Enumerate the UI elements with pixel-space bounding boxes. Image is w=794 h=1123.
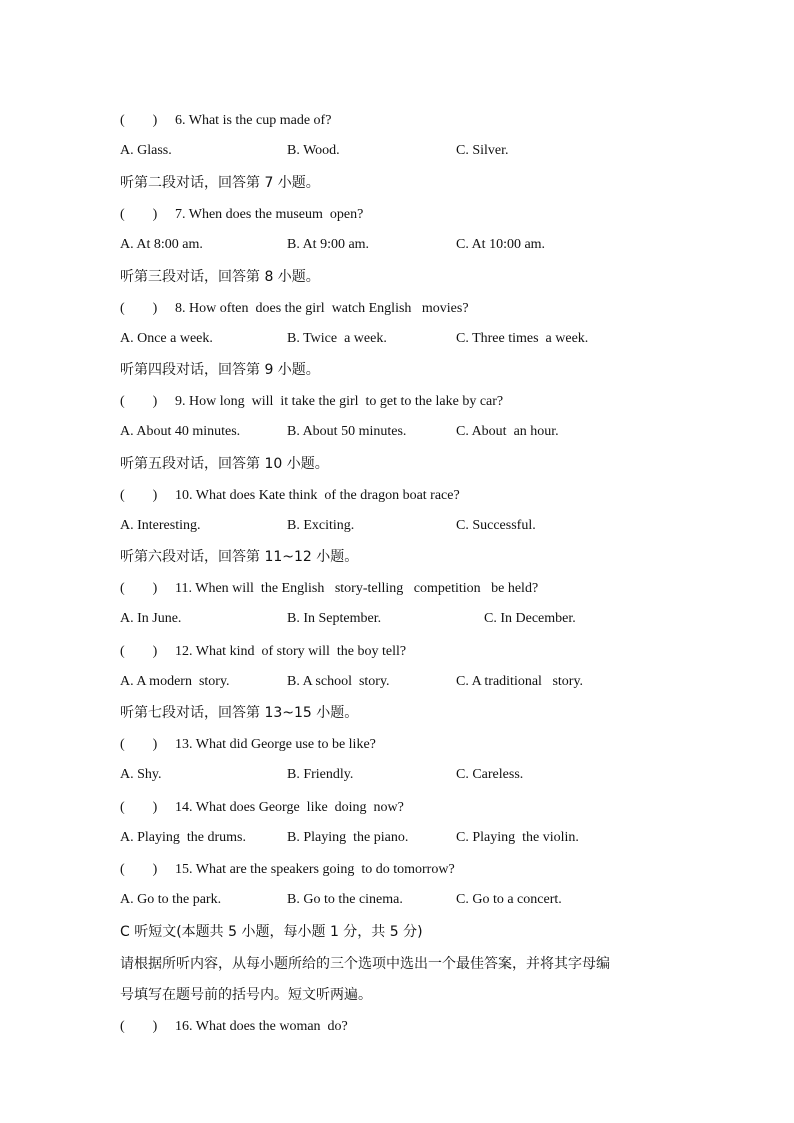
question-line [120,736,376,754]
answer-bracket: ( ) [120,1019,158,1034]
question-line [120,799,404,817]
question-line [120,112,331,130]
answer-bracket: ( ) [120,488,158,503]
answer-option: B. Friendly. [287,767,354,782]
answer-bracket: ( ) [120,394,158,409]
question-text: 10. What does Kate think of the dragon boat race? [175,488,460,503]
section-instruction: 听第五段对话，回答第 10 小题。 [120,456,329,472]
question-line [120,580,538,598]
answer-option: B. Exciting. [287,518,355,533]
answer-option: C. About an hour. [456,424,559,439]
answer-option: C. Careless. [456,767,524,782]
answer-option: C. Successful. [456,518,536,533]
answer-option: B. In September. [287,611,382,626]
answer-option: B. About 50 minutes. [287,424,407,439]
answer-option: B. Playing the piano. [287,830,409,845]
question-text: 16. What does the woman do? [175,1019,348,1034]
answer-option: A. About 40 minutes. [120,424,241,439]
question-text: 11. When will the English story-telling competition be held? [175,581,539,596]
question-text: 6. What is the cup made of? [175,113,332,128]
question-line [120,393,503,411]
answer-option: C. Playing the violin. [456,830,579,845]
question-text: 13. What did George use to be like? [175,737,376,752]
answer-option: B. Wood. [287,143,340,158]
question-line [120,300,469,318]
question-line [120,487,460,505]
question-line [120,643,406,661]
answer-option: A. Playing the drums. [120,830,246,845]
question-line [120,1018,348,1036]
question-text: 15. What are the speakers going to do tomorrow? [175,862,455,877]
answer-option: C. Go to a concert. [456,892,562,907]
question-text: 12. What kind of story will the boy tell? [175,644,407,659]
answer-option: B. At 9:00 am. [287,237,370,252]
section-instruction: 听第三段对话，回答第 8 小题。 [120,269,320,285]
question-text: 9. How long will it take the girl to get to the lake by car? [175,394,504,409]
section-instruction: 请根据所听内容，从每小题所给的三个选项中选出一个最佳答案，并将其字母编 [120,956,610,972]
answer-bracket: ( ) [120,862,158,877]
section-instruction: 号填写在题号前的括号内。短文听两遍。 [120,987,372,1003]
answer-option: B. A school story. [287,674,390,689]
answer-option: A. Shy. [120,767,162,782]
answer-option: A. Once a week. [120,331,213,346]
question-line [120,861,455,879]
answer-option: C. Three times a week. [456,331,589,346]
answer-option: A. In June. [120,611,182,626]
answer-option: B. Go to the cinema. [287,892,403,907]
answer-option: C. A traditional story. [456,674,584,689]
answer-bracket: ( ) [120,113,158,128]
answer-option: C. Silver. [456,143,509,158]
answer-option: C. At 10:00 am. [456,237,546,252]
answer-bracket: ( ) [120,737,158,752]
section-instruction: 听第四段对话，回答第 9 小题。 [120,362,320,378]
answer-bracket: ( ) [120,207,158,222]
answer-bracket: ( ) [120,800,158,815]
question-line [120,206,363,224]
section-instruction: C 听短文(本题共 5 小题，每小题 1 分，共 5 分) [120,924,423,940]
answer-bracket: ( ) [120,301,158,316]
answer-option: A. Glass. [120,143,172,158]
question-text: 7. When does the museum open? [175,207,364,222]
answer-option: C. In December. [484,611,576,626]
answer-bracket: ( ) [120,581,158,596]
answer-option: B. Twice a week. [287,331,387,346]
section-instruction: 听第七段对话，回答第 13~15 小题。 [120,705,359,721]
section-instruction: 听第二段对话，回答第 7 小题。 [120,175,320,191]
question-text: 14. What does George like doing now? [175,800,404,815]
answer-option: A. Interesting. [120,518,201,533]
answer-option: A. A modern story. [120,674,230,689]
section-instruction: 听第六段对话，回答第 11~12 小题。 [120,549,359,565]
question-text: 8. How often does the girl watch English movies? [175,301,469,316]
answer-option: A. Go to the park. [120,892,222,907]
answer-bracket: ( ) [120,644,158,659]
answer-option: A. At 8:00 am. [120,237,203,252]
